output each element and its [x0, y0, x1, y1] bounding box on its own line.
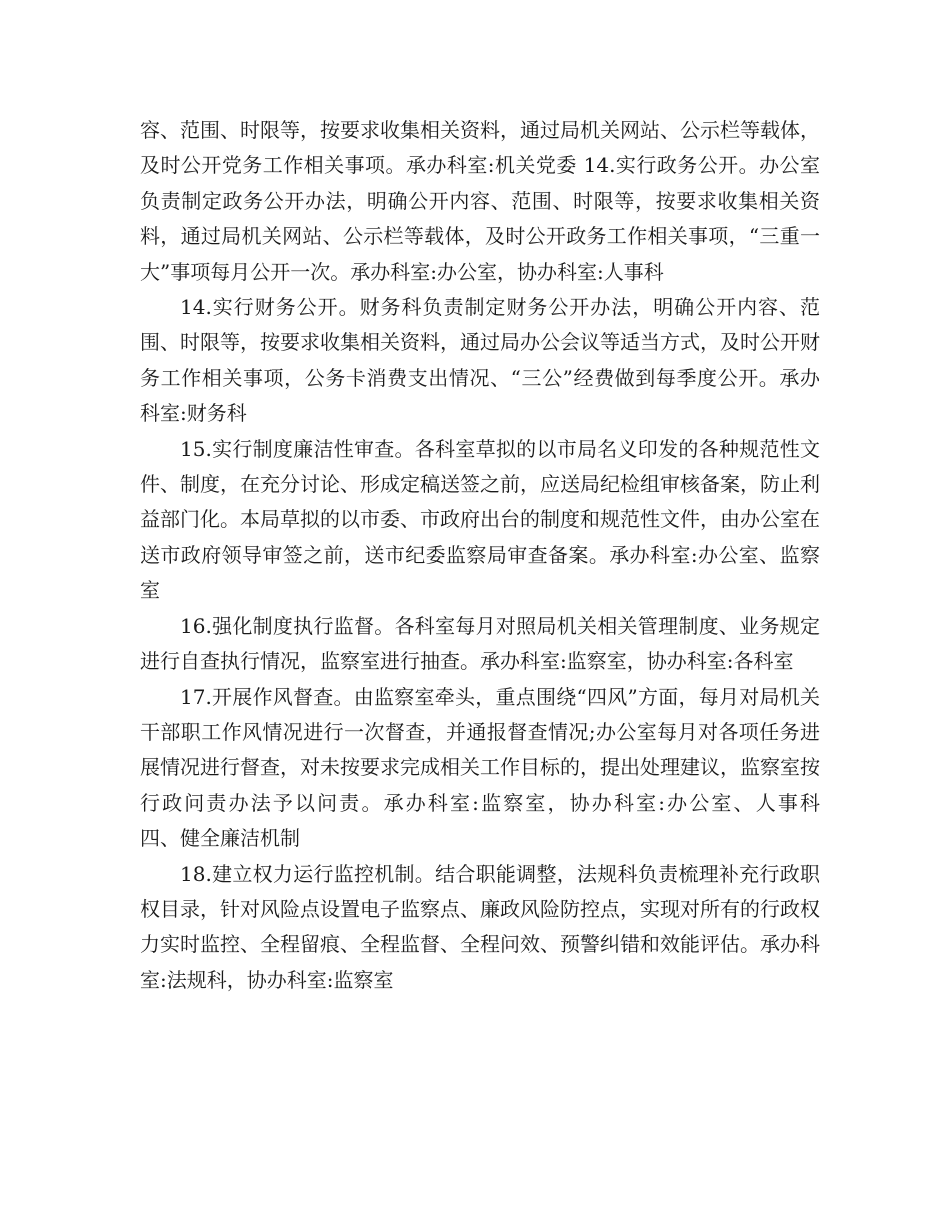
paragraph-14-financial-disclosure: 14.实行财务公开。财务科负责制定财务公开办法，明确公开内容、范围、时限等，按要求收集相关资料，通过局办公会议等适当方式，及时公开财务工作相关事项，公务卡消费支出情况、“三公”经费做到每季度公开。承办科室:财务科 — [140, 295, 820, 426]
paragraph-18-power-monitoring: 18.建立权力运行监控机制。结合职能调整，法规科负责梳理补充行政职权目录，针对风险点设置电子监察点、廉政风险防控点，实现对所有的行政权力实时监控、全程留痕、全程监督、全程问效、预警纠错和效能评估。承办科室:法规科，协办科室:监察室 — [140, 861, 820, 992]
paragraph-17-style-inspection: 17.开展作风督查。由监察室牵头，重点围绕“四风”方面，每月对局机关干部职工作风情况进行一次督查，并通报督查情况;办公室每月对各项任务进展情况进行督查，对未按要求完成相关工作目标的，提出处理建议，监察室按行政问责办法予以问责。承办科室:监察室，协办科室:办公室、人事科 四、健全廉洁机制 — [140, 684, 880, 851]
paragraph-15-integrity-review: 15.实行制度廉洁性审查。各科室草拟的以市局名义印发的各种规范性文件、制度，在充分讨论、形成定稿送签之前，应送局纪检组审核备案，防止利益部门化。本局草拟的以市委、市政府出台的制度和规范性文件，由办公室在送市政府领导审签之前，送市纪委监察局审查备案。承办科室:办公室、监察室 — [140, 436, 820, 603]
paragraph-16-enforcement-supervision: 16.强化制度执行监督。各科室每月对照局机关相关管理制度、业务规定进行自查执行情况，监察室进行抽查。承办科室:监察室，协办科室:各科室 — [140, 613, 820, 674]
document-body — [140, 113, 880, 998]
paragraph-13-continued: 容、范围、时限等，按要求收集相关资料，通过局机关网站、公示栏等载体，及时公开党务工作相关事项。承办科室:机关党委 14.实行政务公开。办公室负责制定政务公开办法，明确公开内容、范围、时限等，按要求收集相关资料，通过局机关网站、公示栏等载体，及时公开政务工作相关事项，“三重一大”事项每月公开一次。承办科室:办公室，协办科室:人事科 — [140, 118, 820, 284]
